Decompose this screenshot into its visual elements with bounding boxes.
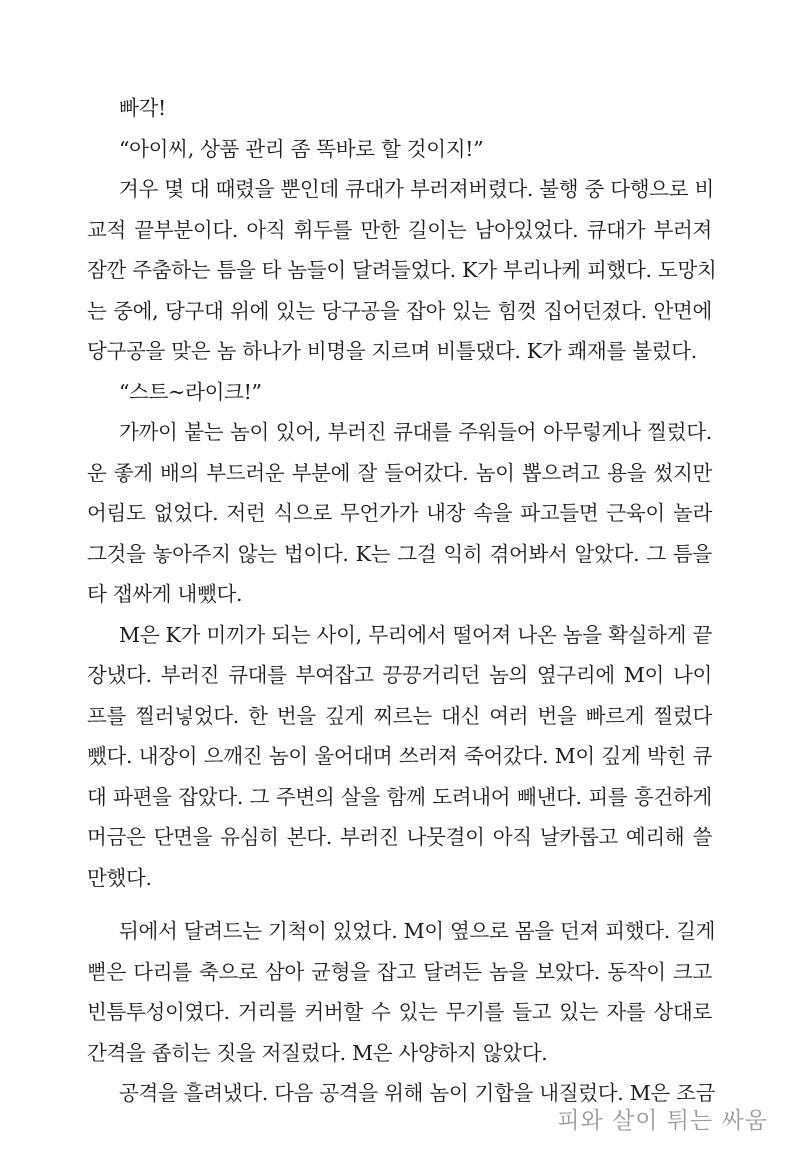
paragraph-line: “아이씨, 상품 관리 좀 똑바로 할 것이지!” (119, 136, 484, 161)
paragraph-line: 빠각! (119, 96, 166, 120)
paragraph-line: 만했다. (87, 865, 152, 890)
paragraph-line: 간격을 좁히는 짓을 저질렀다. M은 사양하지 않았다. (87, 1040, 548, 1065)
paragraph-line: 대 파편을 잡았다. 그 주변의 살을 함께 도려내어 빼낸다. 피를 흥건하게 (87, 784, 712, 809)
paragraph-line: 뺐다. 내장이 으깨진 놈이 울어대며 쓰러져 죽어갔다. M이 깊게 박힌 큐 (87, 744, 712, 768)
paragraph-line: 뻗은 다리를 축으로 삼아 균형을 잡고 달려든 놈을 보았다. 동작이 크고 (87, 959, 712, 984)
paragraph-line: “스트~라이크!” (119, 379, 262, 404)
paragraph-line: 뒤에서 달려드는 기척이 있었다. M이 옆으로 몸을 던져 피했다. 길게 (119, 919, 716, 943)
paragraph-line: 운 좋게 배의 부드러운 부분에 잘 들어갔다. 놈이 뽑으려고 용을 썼지만 (87, 460, 712, 485)
paragraph-line: 빈틈투성이였다. 거리를 커버할 수 있는 무기를 들고 있는 자를 상대로 (87, 1000, 712, 1024)
paragraph-line: 겨우 몇 대 때렸을 뿐인데 큐대가 부러져버렸다. 불행 중 다행으로 비 (119, 177, 714, 201)
paragraph-line: 장냈다. 부러진 큐대를 부여잡고 끙끙거리던 놈의 옆구리에 M이 나이 (87, 663, 712, 687)
running-footer-title: 피와 살이 튀는 싸움 (557, 1108, 768, 1134)
paragraph-line: 그것을 놓아주지 않는 법이다. K는 그걸 익히 겪어봐서 알았다. 그 틈을 (87, 541, 712, 566)
body-text (87, 88, 717, 1114)
paragraph-line: 프를 찔러넣었다. 한 번을 깊게 찌르는 대신 여러 번을 빠르게 찔렀다 (87, 703, 712, 728)
paragraph-line: 타 잽싸게 내뺐다. (87, 582, 243, 606)
paragraph-line: 당구공을 맞은 놈 하나가 비명을 지르며 비틀댔다. K가 쾌재를 불렀다. (87, 339, 697, 363)
paragraph-line: 공격을 흘려냈다. 다음 공격을 위해 놈이 기합을 내질렀다. M은 조금 (119, 1081, 716, 1105)
paragraph-line: 머금은 단면을 유심히 본다. 부러진 나뭇결이 아직 날카롭고 예리해 쓸 (87, 825, 712, 849)
paragraph-line: 는 중에, 당구대 위에 있는 당구공을 잡아 있는 힘껏 집어던졌다. 안면에 (87, 298, 712, 323)
paragraph-line: 교적 끝부분이다. 아직 휘두를 만한 길이는 남아있었다. 큐대가 부러져 (87, 217, 712, 242)
paragraph-line: 잠깐 주춤하는 틈을 타 놈들이 달려들었다. K가 부리나케 피했다. 도망치 (87, 258, 717, 282)
paragraph-line: 어림도 없었다. 저런 식으로 무언가가 내장 속을 파고들면 근육이 놀라 (87, 501, 712, 525)
paragraph-line: 가까이 붙는 놈이 있어, 부러진 큐대를 주워들어 아무렇게나 찔렀다. (119, 420, 712, 444)
paragraph-line: M은 K가 미끼가 되는 사이, 무리에서 떨어져 나온 놈을 확실하게 끝 (119, 622, 712, 647)
